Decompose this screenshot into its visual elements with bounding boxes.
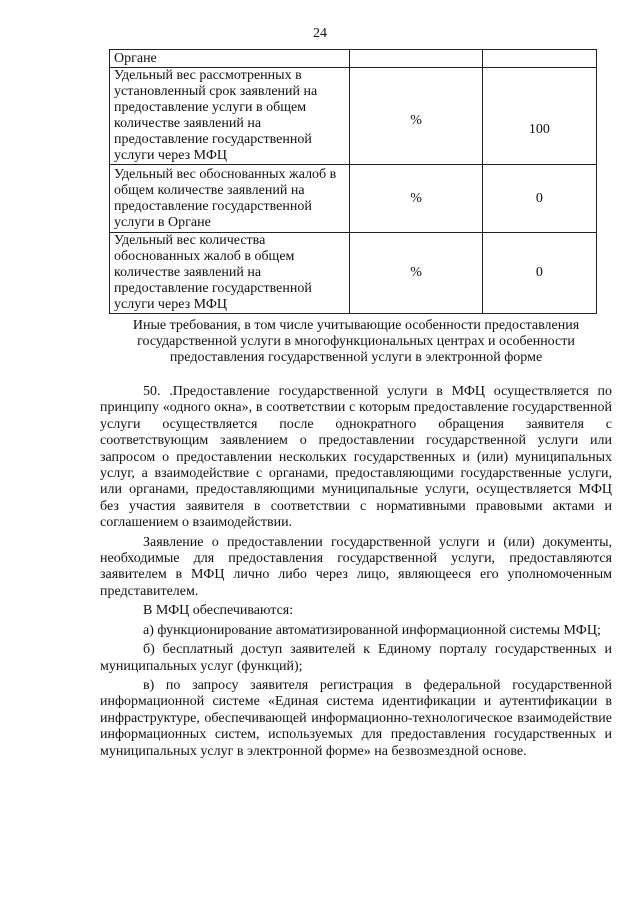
indicator-value: 100 bbox=[482, 68, 596, 165]
indicator-name: Удельный вес рассмотренных в установленный срок заявлений на предоставление услуги в общем количестве заявлений на предоставление государственной услуги через МФЦ bbox=[110, 68, 350, 165]
indicator-name: Удельный вес количества обоснованных жалоб в общем количестве заявлений на предоставление государственной услуги через МФЦ bbox=[110, 233, 350, 314]
table-row bbox=[110, 50, 597, 68]
paragraph: В МФЦ обеспечиваются: bbox=[143, 603, 294, 619]
indicator-name: Органе bbox=[110, 50, 350, 68]
paragraph: 50. .Предоставление государственной услуги в МФЦ осуществляется по принципу «одного окна», в соответствии с которым предоставление государственной услуги осуществляется после однократного обращения заявителя с соответствующим заявлением о предоставлении государственной услуги или запросом о предоставлении нескольких государственных и (или) муниципальных услуг, а взаимодействие с органами, предоставляющими государственные услуги, или органами, предоставляющими муниципальные услуги, осуществляется МФЦ без участия заявителя в соответствии с нормативными правовыми актами и соглашением о взаимодействии. bbox=[100, 384, 612, 531]
page-number: 24 bbox=[313, 26, 327, 41]
indicators-table bbox=[109, 49, 597, 314]
section-heading: Иные требования, в том числе учитывающие особенности предоставления государственной услуги в многофункциональных центрах и особенности предоставления государственной услуги в электронной форме bbox=[132, 318, 580, 365]
paragraph: Заявление о предоставлении государственной услуги и (или) документы, необходимые для предоставления государственной услуги, предоставляются заявителем в МФЦ лично либо через лицо, являющееся его уполномоченным представителем. bbox=[100, 534, 612, 599]
body-text bbox=[100, 384, 612, 760]
indicator-unit bbox=[350, 50, 482, 68]
indicator-value: 0 bbox=[482, 233, 596, 314]
table-row bbox=[110, 68, 597, 165]
indicator-unit: % bbox=[350, 68, 482, 165]
table-row bbox=[110, 165, 597, 233]
indicator-unit: % bbox=[350, 165, 482, 233]
paragraph: а) функционирование автоматизированной информационной системы МФЦ; bbox=[143, 622, 601, 638]
indicator-value: 0 bbox=[482, 165, 596, 233]
paragraph: в) по запросу заявителя регистрация в федеральной государственной информационной системе «Единая система идентификации и аутентификации в инфраструктуре, обеспечивающей информационно-технологическое взаимодействие информационных систем, используемых для предоставления государственных и муниципальных услуг в электронной форме» на безвозмездной основе. bbox=[100, 677, 612, 759]
table-row bbox=[110, 233, 597, 314]
indicator-name: Удельный вес обоснованных жалоб в общем количестве заявлений на предоставление государственной услуги в Органе bbox=[110, 165, 350, 233]
paragraph: б) бесплатный доступ заявителей к Единому порталу государственных и муниципальных услуг (функций); bbox=[100, 642, 612, 674]
indicator-unit: % bbox=[350, 233, 482, 314]
indicator-value bbox=[482, 50, 596, 68]
